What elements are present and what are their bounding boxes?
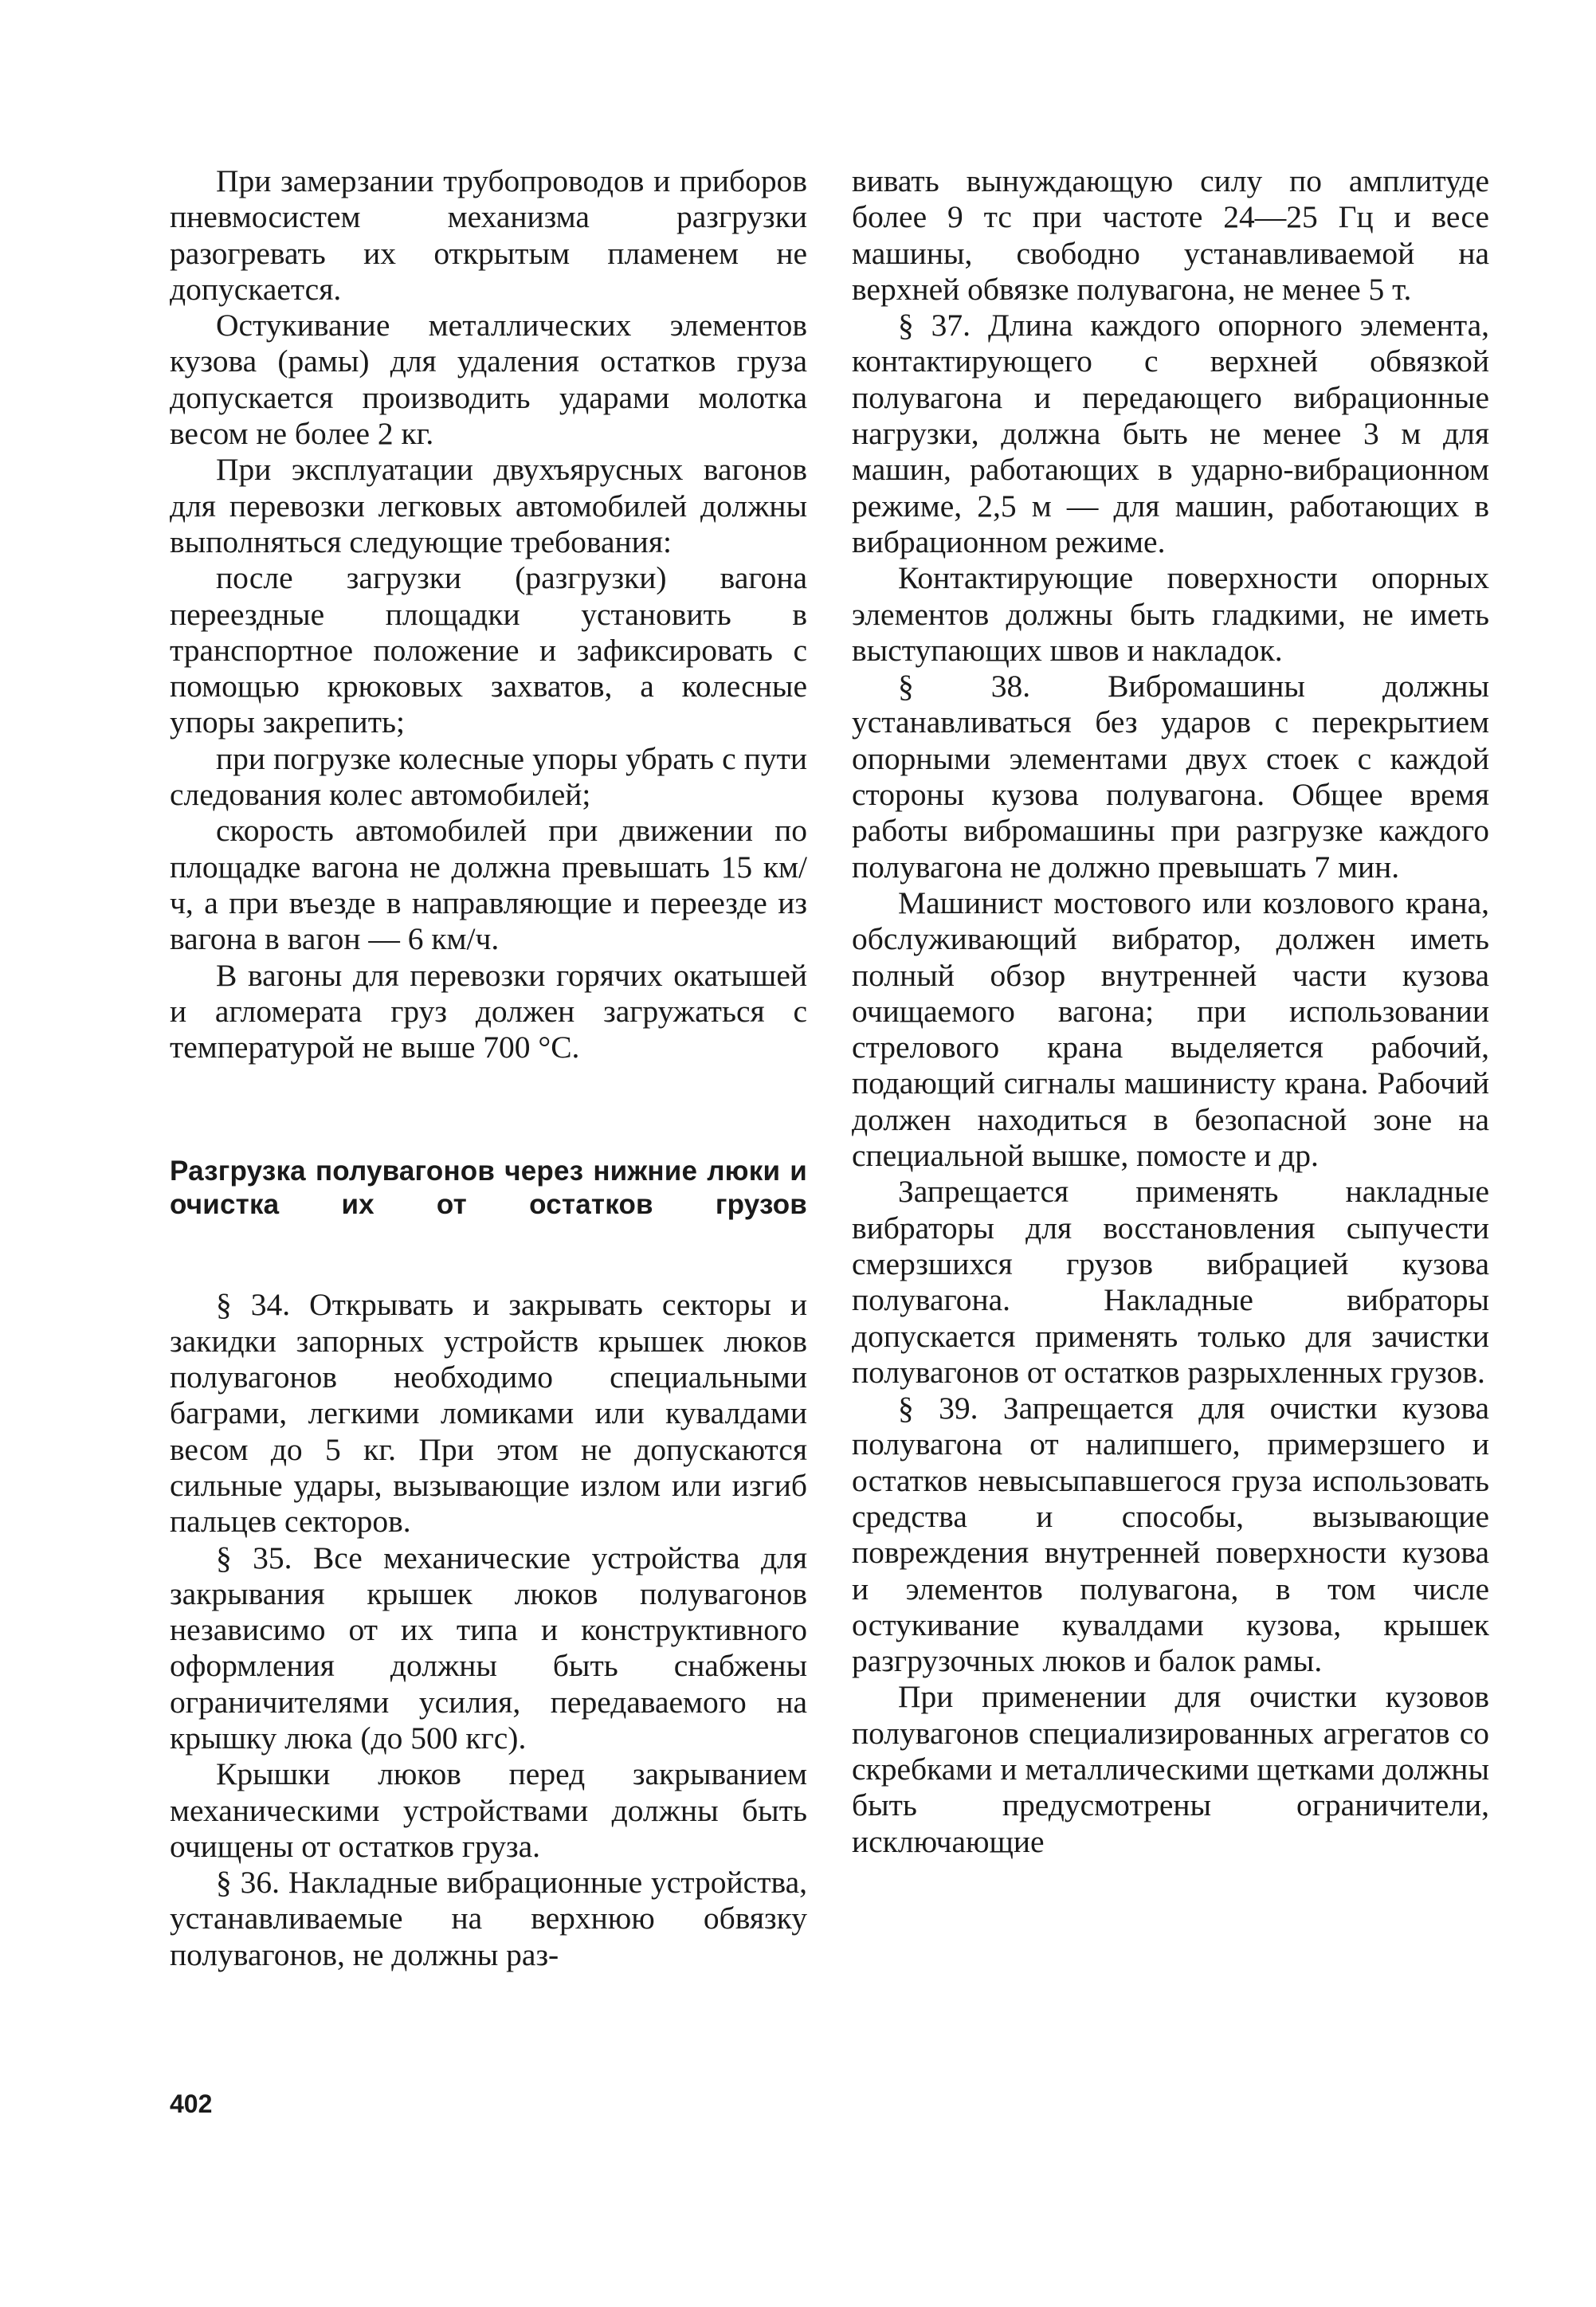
page-number: 402 bbox=[170, 2089, 213, 2118]
paragraph-section-35: § 35. Все механические устройства для закрывания крышек люков полувагонов независимо от их типа и конструктивного оформления должны быть снабжены ограничителями усилия, передаваемого на крышку люка (до 500 кгс). bbox=[170, 1540, 807, 1756]
section-heading: Разгрузка полувагонов через нижние люки и очистка их от остатков грузов bbox=[170, 1155, 807, 1221]
paragraph: Машинист мостового или козлового крана, обслуживающий вибратор, должен иметь полный обзор внутренней части кузова очищаемого вагона; при использовании стрелового крана выделяется рабочий, подающий сигналы машинисту крана. Рабочий должен находиться в безопасной зоне на специальной вышке, помосте и др. bbox=[852, 885, 1489, 1174]
right-column bbox=[852, 163, 1489, 1860]
paragraph-continuation: вивать вынуждающую силу по амплитуде более 9 тс при частоте 24—25 Гц и весе машины, свободно устанавливаемой на верхней обвязке полувагона, не менее 5 т. bbox=[852, 163, 1489, 307]
paragraph: Контактирующие поверхности опорных элементов должны быть гладкими, не иметь выступающих швов и накладок. bbox=[852, 560, 1489, 668]
paragraph: При замерзании трубопроводов и приборов пневмосистем механизма разгрузки разогревать их открытым пламенем не допускается. bbox=[170, 163, 807, 307]
paragraph: В вагоны для перевозки горячих окатышей и агломерата груз должен загружаться с температурой не выше 700 °С. bbox=[170, 957, 807, 1065]
paragraph-section-37: § 37. Длина каждого опорного элемента, контактирующего с верхней обвязкой полувагона и передающего вибрационные нагрузки, должна быть не менее 3 м для машин, работающих в ударно-вибрационном режиме, 2,5 м — для машин, работающих в вибрационном режиме. bbox=[852, 308, 1489, 559]
list-item: после загрузки (разгрузки) вагона переездные площадки установить в транспортное положение и зафиксировать с помощью крюковых захватов, а колесные упоры закрепить; bbox=[170, 560, 807, 740]
paragraph: Запрещается применять накладные вибраторы для восстановления сыпучести смерзшихся грузов вибрацией кузова полувагона. Накладные вибраторы допускается применять только для зачистки полувагонов от остатков разрыхленных грузов. bbox=[852, 1174, 1489, 1390]
paragraph: Крышки люков перед закрыванием механическими устройствами должны быть очищены от остатков груза. bbox=[170, 1756, 807, 1864]
paragraph-section-34: § 34. Открывать и закрывать секторы и закидки запорных устройств крышек люков полувагонов необходимо специальными баграми, легкими ломиками или кувалдами весом до 5 кг. При этом не допускаются сильные удары, вызывающие излом или изгиб пальцев секторов. bbox=[170, 1287, 807, 1540]
paragraph: При эксплуатации двухъярусных вагонов для перевозки легковых автомобилей должны выполняться следующие требования: bbox=[170, 452, 807, 559]
paragraph-section-36: § 36. Накладные вибрационные устройства, устанавливаемые на верхнюю обвязку полувагонов, не должны раз- bbox=[170, 1865, 807, 1972]
paragraph: Остукивание металлических элементов кузова (рамы) для удаления остатков груза допускается производить ударами молотка весом не более 2 кг. bbox=[170, 308, 807, 452]
list-item: скорость автомобилей при движении по площадке вагона не должна превышать 15 км/ч, а при въезде в направляющие и переезде из вагона в вагон — 6 км/ч. bbox=[170, 813, 807, 957]
list-item: при погрузке колесные упоры убрать с пути следования колес автомобилей; bbox=[170, 740, 807, 813]
left-column bbox=[170, 163, 807, 1973]
paragraph-section-39: § 39. Запрещается для очистки кузова полувагона от налипшего, примерзшего и остатков невысыпавшегося груза использовать средства и способы, вызывающие повреждения внутренней поверхности кузова и элементов полувагона, в том числе остукивание кувалдами кузова, крышек разгрузочных люков и балок рамы. bbox=[852, 1391, 1489, 1679]
paragraph: При применении для очистки кузовов полувагонов специализированных агрегатов со скребками и металлическими щетками должны быть предусмотрены ограничители, исключающие bbox=[852, 1679, 1489, 1859]
paragraph-section-38: § 38. Вибромашины должны устанавливаться без ударов с перекрытием опорными элементами двух стоек с каждой стороны кузова полувагона. Общее время работы вибромашины при разгрузке каждого полувагона не должно превышать 7 мин. bbox=[852, 669, 1489, 885]
